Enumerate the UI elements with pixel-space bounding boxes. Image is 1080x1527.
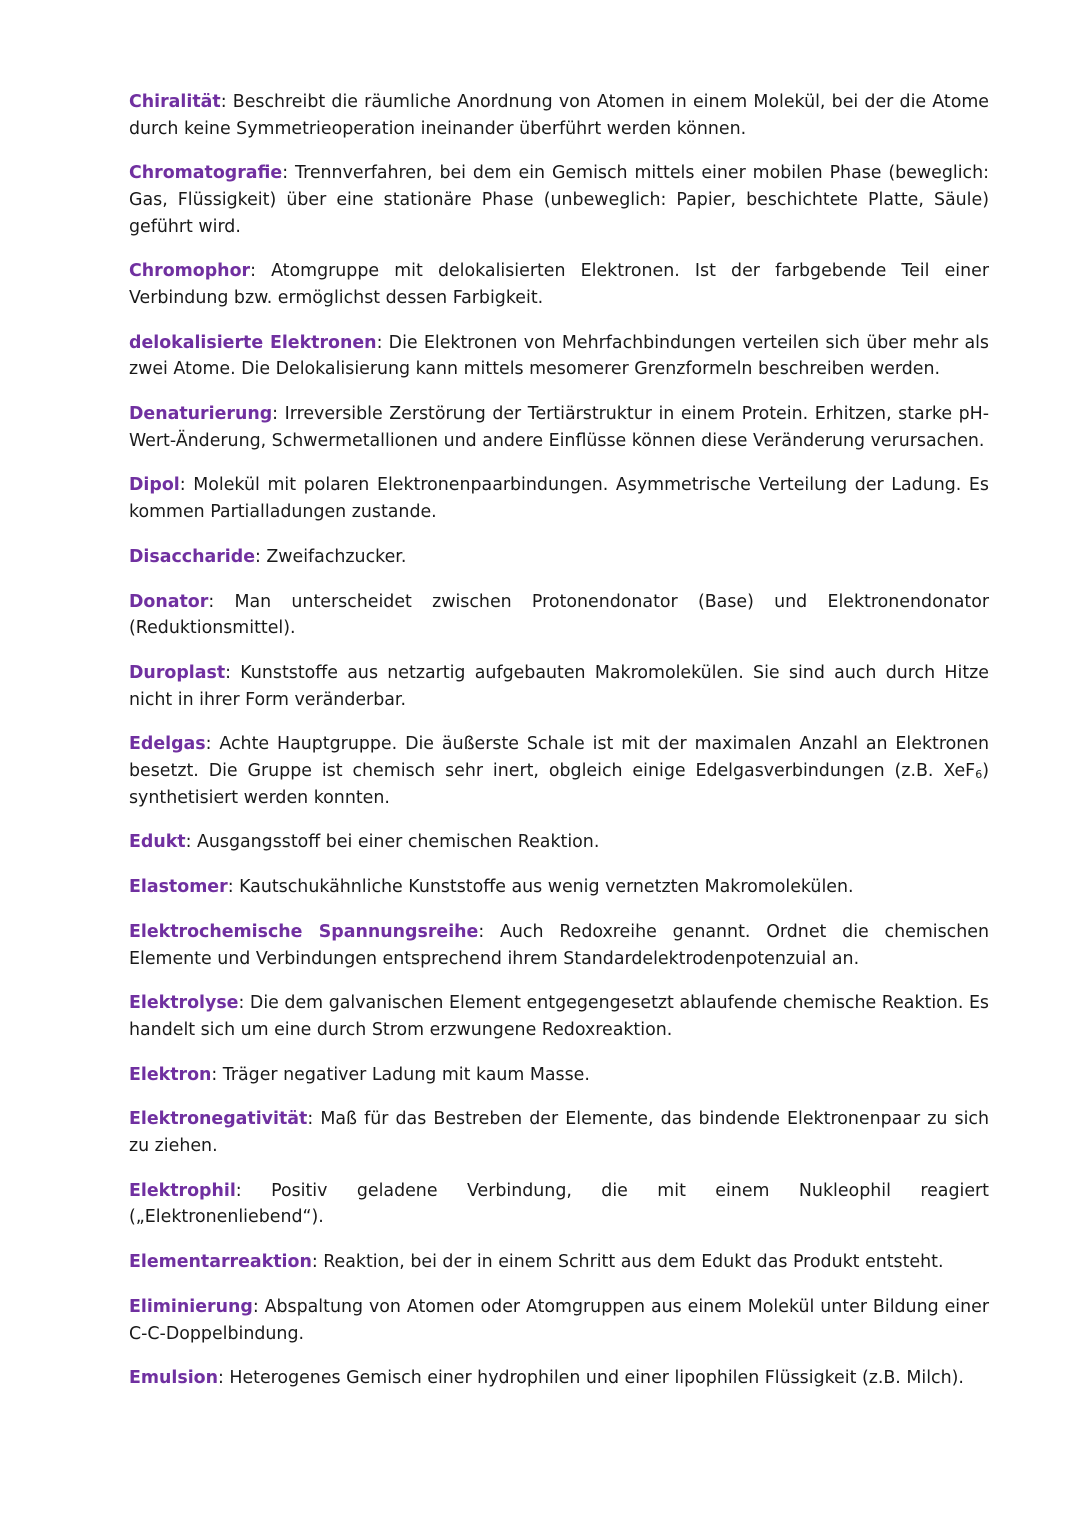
glossary-term: Duroplast (129, 663, 226, 683)
glossary-definition: : Beschreibt die räumliche Anordnung von Atomen in einem Molekül, bei der die Atome durch keine Symmetrieoperation ineinander überführt werden können. (129, 92, 989, 139)
glossary-term: Edelgas (129, 734, 206, 755)
glossary-definition: : Maß für das Bestreben der Elemente, das bindende Elektronenpaar zu sich zu ziehen. (129, 1109, 989, 1157)
glossary-term: Chiralität (129, 92, 221, 112)
glossary-term: Chromatografie (129, 163, 283, 184)
glossary-definition: : Man unterscheidet zwischen Protonendonator (Base) und Elektronendonator (Reduktionsmittel). (129, 591, 989, 639)
glossary-entry-dipol (129, 472, 989, 525)
glossary-term: Elektron (129, 1064, 212, 1085)
glossary-term: Denaturierung (129, 404, 273, 425)
glossary-entry-delokalisierte-elektronen (129, 330, 989, 383)
glossary-definition: : Ausgangsstoff bei einer chemischen Reaktion. (185, 832, 600, 853)
glossary-entry-denaturierung (129, 401, 989, 454)
glossary-term: Donator (129, 591, 209, 612)
glossary-definition: : Zweifachzucker. (255, 546, 407, 567)
glossary-definition: : Reaktion, bei der in einem Schritt aus dem Edukt das Produkt entsteht. (311, 1252, 944, 1273)
glossary-entry-elektronegativitaet (129, 1106, 989, 1159)
glossary-term: delokalisierte Elektronen (129, 332, 377, 353)
glossary-entry-elastomer (129, 874, 989, 901)
glossary-entry-elementarreaktion (129, 1249, 989, 1276)
subscript: 6 (975, 767, 983, 781)
glossary-entry-edelgas (129, 731, 989, 811)
glossary-term: Edukt (129, 832, 186, 853)
glossary-term: Elektrochemische Spannungsreihe (129, 921, 479, 942)
glossary-entry-elektron (129, 1062, 989, 1089)
glossary-entry-elektrochemische-spannungsreihe (129, 919, 989, 972)
glossary-definition: : Positiv geladene Verbindung, die mit einem Nukleophil reagiert („Elektronenliebend“). (129, 1180, 989, 1228)
glossary-definition: : Die dem galvanischen Element entgegengesetzt ablaufende chemische Reaktion. Es handelt sich um eine durch Strom erzwungene Redoxreaktion. (129, 993, 989, 1040)
glossary-definition: : Die Elektronen von Mehrfachbindungen verteilen sich über mehr als zwei Atome. Die Delokalisierung kann mittels mesomerer Grenzformeln beschreiben werden. (129, 332, 989, 380)
glossary-definition: : Kunststoffe aus netzartig aufgebauten Makromolekülen. Sie sind auch durch Hitze nicht in ihrer Form veränderbar. (129, 663, 989, 710)
glossary-term: Elektronegativität (129, 1109, 308, 1130)
glossary-entry-donator (129, 589, 989, 642)
glossary-definition: : Auch Redoxreihe genannt. Ordnet die chemischen Elemente und Verbindungen entsprechend ihrem Standardelektrodenpotenzuial an. (129, 921, 989, 969)
glossary-definition: : Atomgruppe mit delokalisierten Elektronen. Ist der farbgebende Teil einer Verbindung bzw. ermöglichst dessen Farbigkeit. (129, 261, 989, 308)
glossary-term: Dipol (129, 475, 180, 496)
glossary-definition: : Heterogenes Gemisch einer hydrophilen und einer lipophilen Flüssigkeit (z.B. Milch). (217, 1368, 964, 1389)
glossary-entry-chromatografie (129, 160, 989, 240)
glossary-term: Emulsion (129, 1368, 218, 1389)
glossary-definition: : Molekül mit polaren Elektronenpaarbindungen. Asymmetrische Verteilung der Ladung. Es kommen Partialladungen zustande. (129, 475, 989, 523)
glossary-entry-duroplast (129, 660, 989, 713)
glossary-term: Elastomer (129, 877, 228, 898)
glossary-definition: : Trennverfahren, bei dem ein Gemisch mittels einer mobilen Phase (beweglich: Gas, Flüssigkeit) über eine stationäre Phase (unbeweglich: Papier, beschichtete Platte, Säule) geführt wird. (129, 163, 989, 237)
glossary-term: Eliminierung (129, 1296, 253, 1317)
glossary-term: Elektrolyse (129, 993, 239, 1014)
glossary-definition: : Irreversible Zerstörung der Tertiärstruktur in einem Protein. Erhitzen, starke pH-Wert-Änderung, Schwermetallionen und andere Einflüsse können diese Veränderung verursachen. (129, 404, 989, 451)
glossary-definition: : Träger negativer Ladung mit kaum Masse. (211, 1064, 590, 1085)
glossary-entry-elektrolyse (129, 990, 989, 1043)
glossary-term: Disaccharide (129, 546, 255, 567)
glossary-entry-edukt (129, 829, 989, 856)
glossary-definition-tail: ) synthetisiert werden konnten. (129, 760, 989, 808)
glossary-definition: : Abspaltung von Atomen oder Atomgruppen aus einem Molekül unter Bildung einer C-C-Doppelbindung. (129, 1296, 989, 1344)
glossary-term: Elektrophil (129, 1180, 236, 1201)
glossary-entry-emulsion (129, 1365, 989, 1392)
glossary-term: Elementarreaktion (129, 1252, 312, 1273)
glossary-entry-chromophor (129, 258, 989, 311)
glossary-term: Chromophor (129, 261, 251, 282)
glossary-entry-disaccharide (129, 544, 989, 571)
glossary-definition: : Kautschukähnliche Kunststoffe aus wenig vernetzten Makromolekülen. (227, 877, 854, 898)
glossary-entry-eliminierung (129, 1294, 989, 1347)
glossary-entry-chiralitaet (129, 89, 989, 142)
glossary-entry-elektrophil (129, 1178, 989, 1231)
glossary-definition: : Achte Hauptgruppe. Die äußerste Schale ist mit der maximalen Anzahl an Elektronen besetzt. Die Gruppe ist chemisch sehr inert, obgleich einige Edelgasverbindungen (z.B. XeF (129, 734, 989, 781)
